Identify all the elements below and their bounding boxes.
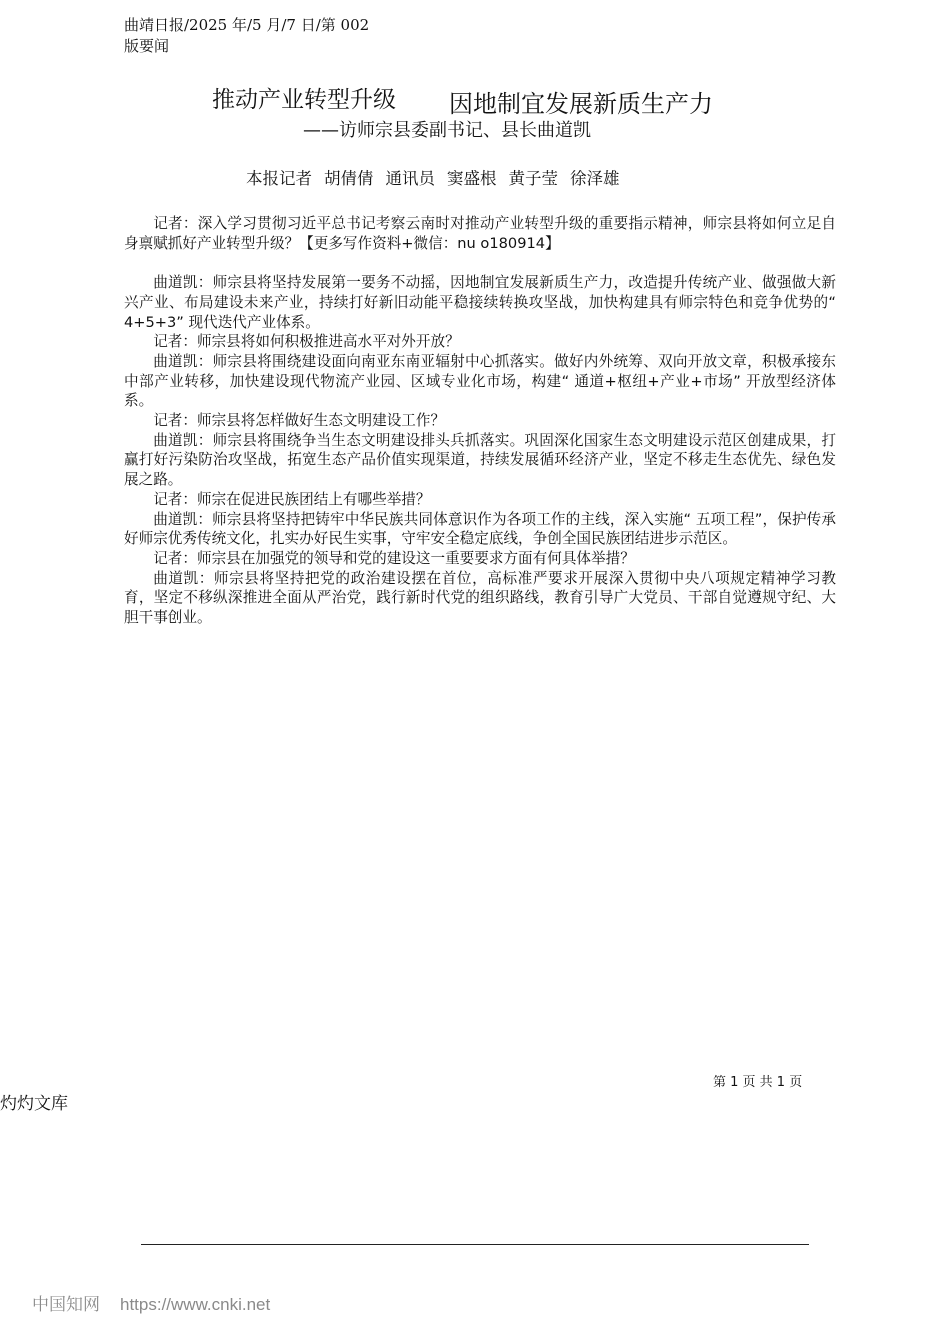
footer-url-link[interactable]: https://www.cnki.net bbox=[120, 1295, 271, 1314]
paragraph-answer: 曲道凯：师宗县将坚持把党的政治建设摆在首位，高标准严要求开展深入贯彻中央八项规定精神学习教育，坚定不移纵深推进全面从严治党，践行新时代党的组织路线，教育引导广大党员、干部自觉遵规守纪、大胆干事创业。 bbox=[124, 569, 836, 627]
paragraph-question: 记者：师宗县将如何积极推进高水平对外开放？ bbox=[153, 333, 460, 351]
paragraph-answer: 曲道凯：师宗县将坚持发展第一要务不动摇，因地制宜发展新质生产力，改造提升传统产业、做强做大新兴产业、布局建设未来产业，持续打好新旧动能平稳接续转换攻坚战，加快构建具有师宗特色和竞争优势的“ 4+5+3” 现代迭代产业体系。 bbox=[124, 274, 836, 331]
footer-site-name: 中国知网 bbox=[32, 1295, 100, 1314]
title-part-2: 因地制宜发展新质生产力 bbox=[449, 90, 713, 118]
paragraph-question: 记者：深入学习贯彻习近平总书记考察云南时对推动产业转型升级的重要指示精神，师宗县将如何立足自身禀赋抓好产业转型升级？【更多写作资料+微信：nu o180914】 bbox=[124, 215, 836, 252]
article-body bbox=[124, 214, 836, 628]
byline-name: 徐泽雄 bbox=[570, 169, 620, 188]
publication-meta bbox=[124, 15, 369, 57]
watermark-label: 灼灼文库 bbox=[0, 1094, 68, 1114]
page-number: 第 1 页 共 1 页 bbox=[713, 1075, 803, 1090]
paragraph-answer: 曲道凯：师宗县将围绕建设面向南亚东南亚辐射中心抓落实。做好内外统筹、双向开放文章，积极承接东中部产业转移，加快建设现代物流产业园、区域专业化市场，构建“ 通道+枢纽+产业+市场” 开放型经济体系。 bbox=[124, 352, 836, 410]
byline-name: 窦盛根 bbox=[447, 169, 497, 188]
byline-name: 黄子莹 bbox=[508, 169, 558, 188]
title-part-1: 推动产业转型升级 bbox=[212, 87, 396, 113]
byline-role: 通讯员 bbox=[385, 169, 435, 188]
source-line: 曲靖日报/2025 年/5 月/7 日/第 002 bbox=[124, 16, 370, 34]
footer bbox=[32, 1294, 270, 1316]
article-subtitle: ——访师宗县委副书记、县长曲道凯 bbox=[303, 120, 591, 141]
paragraph-answer: 曲道凯：师宗县将围绕争当生态文明建设排头兵抓落实。巩固深化国家生态文明建设示范区创建成果，打赢打好污染防治攻坚战，拓宽生态产品价值实现渠道，持续发展循环经济产业，坚定不移走生态优先、绿色发展之路。 bbox=[124, 431, 836, 489]
footer-divider bbox=[141, 1244, 809, 1245]
section-label: 版要闻 bbox=[124, 37, 170, 55]
byline-name: 胡倩倩 bbox=[324, 169, 374, 188]
paragraph-question: 记者：师宗在促进民族团结上有哪些举措？ bbox=[153, 490, 431, 508]
paragraph-answer: 曲道凯：师宗县将坚持把铸牢中华民族共同体意识作为各项工作的主线，深入实施“ 五项工程”，保护传承好师宗优秀传统文化，扎实办好民生实事，守牢安全稳定底线，争创全国民族团结进步示范区。 bbox=[124, 510, 836, 548]
byline bbox=[246, 167, 632, 191]
paragraph-question: 记者：师宗县在加强党的领导和党的建设这一重要要求方面有何具体举措？ bbox=[153, 549, 635, 567]
byline-role: 本报记者 bbox=[246, 169, 312, 188]
paragraph-question: 记者：师宗县将怎样做好生态文明建设工作？ bbox=[153, 412, 446, 430]
